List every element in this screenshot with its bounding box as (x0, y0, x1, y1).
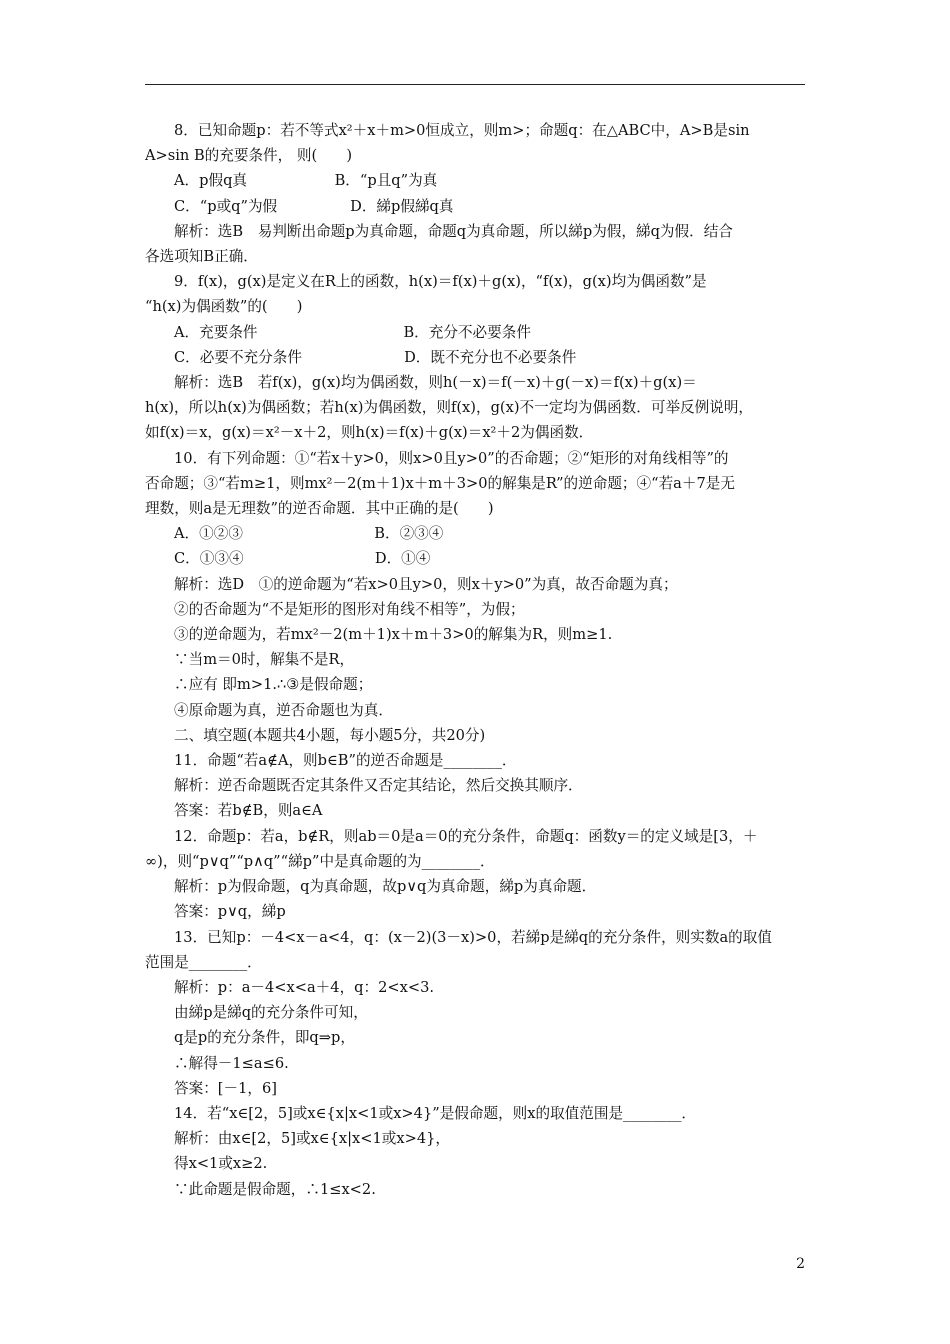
text-line: “h(x)为偶函数”的( ) (145, 298, 303, 316)
text-line: 10．有下列命题：①“若x＋y>0，则x>0且y>0”的否命题；②“矩形的对角线相等”的 (174, 449, 729, 467)
text-line: 答案：若b∉B，则a∈A (174, 802, 323, 820)
text-line: 由綈p是綈q的充分条件可知， (174, 1004, 368, 1022)
text-line: 解析：逆否命题既否定其条件又否定其结论，然后交换其顺序． (174, 777, 583, 795)
text-line: 得x<1或x≥2. (174, 1155, 268, 1173)
text-line: 否命题；③“若m≥1，则mx²－2(m＋1)x＋m＋3>0的解集是R”的逆命题；④“若a＋7是无 (145, 474, 735, 492)
text-line: 解析：p：a－4<x<a＋4，q：2<x<3. (174, 978, 434, 996)
text-line: 13．已知p：－4<x－a<4，q：(x－2)(3－x)>0，若綈p是綈q的充分条件，则实数a的取值 (174, 928, 772, 946)
document-body (145, 118, 805, 1202)
text-line: ∴解得－1≤a≤6. (174, 1054, 289, 1072)
text-line: 解析：选B 若f(x)，g(x)均为偶函数，则h(－x)＝f(－x)＋g(－x)＝f(x)＋g(x)＝ (174, 374, 697, 392)
text-line: A>sin B的充要条件， 则( ) (145, 147, 353, 165)
text-line: 12．命题p：若a，b∉R，则ab＝0是a＝0的充分条件，命题q：函数y＝的定义域是[3，＋ (174, 827, 758, 845)
text-line: A．①②③ B．②③④ (174, 525, 444, 543)
text-line: 如f(x)＝x，g(x)＝x²－x＋2，则h(x)＝f(x)＋g(x)＝x²＋2为偶函数． (145, 424, 594, 442)
text-line: A．充要条件 B．充分不必要条件 (174, 323, 531, 341)
page-number: 2 (796, 1256, 805, 1272)
text-line: 二、填空题(本题共4小题，每小题5分，共20分) (174, 726, 486, 744)
text-line: 8．已知命题p：若不等式x²＋x＋m>0恒成立，则m>；命题q：在△ABC中，A>B是sin (174, 122, 750, 139)
text-line: ③的逆命题为，若mx²－2(m＋1)x＋m＋3>0的解集为R，则m≥1. (174, 626, 613, 644)
text-line: ∞)，则“p∨q”“p∧q”“綈p”中是真命题的为________． (145, 852, 495, 870)
text-line: ④原命题为真，逆否命题也为真． (174, 701, 393, 719)
text-line: 解析：选D ①的逆命题为“若x>0且y>0，则x＋y>0”为真，故否命题为真； (174, 575, 678, 593)
text-line: 解析：p为假命题，q为真命题，故p∨q为真命题，綈p为真命题． (174, 878, 597, 896)
text-line: C．“p或q”为假 D．綈p假綈q真 (174, 197, 454, 215)
text-line: A．p假q真 B．“p且q”为真 (174, 172, 438, 190)
text-line: 解析：选B 易判断出命题p为真命题，命题q为真命题，所以綈p为假，綈q为假．结合 (174, 222, 733, 240)
text-line: 范围是________． (145, 953, 262, 971)
text-line: 各选项知B正确． (145, 248, 258, 266)
text-line: ∵当m＝0时，解集不是R， (174, 651, 355, 669)
text-line: 理数，则a是无理数”的逆否命题．其中正确的是( ) (145, 500, 494, 518)
text-line: h(x)，所以h(x)为偶函数；若h(x)为偶函数，则f(x)，g(x)不一定均为偶函数．可举反例说明， (145, 399, 754, 417)
header-rule (145, 84, 805, 85)
text-line: ∵此命题是假命题，∴1≤x<2. (174, 1180, 376, 1198)
text-line: 11．命题“若a∉A，则b∈B”的逆否命题是________． (174, 752, 517, 770)
text-line: 答案：p∨q，綈p (174, 903, 286, 921)
text-line: q是p的充分条件，即q⇒p， (174, 1029, 355, 1047)
text-line: 答案：[－1，6] (174, 1079, 277, 1097)
text-line: ②的否命题为“不是矩形的图形对角线不相等”，为假； (174, 600, 525, 618)
text-line: 9．f(x)，g(x)是定义在R上的函数，h(x)＝f(x)＋g(x)，“f(x)，g(x)均为偶函数”是 (174, 273, 707, 291)
text-line: 14．若“x∈[2，5]或x∈{x|x<1或x>4}”是假命题，则x的取值范围是________． (174, 1104, 697, 1122)
text-line: 解析：由x∈[2，5]或x∈{x|x<1或x>4}， (174, 1130, 450, 1148)
text-line: C．①③④ D．①④ (174, 550, 431, 568)
text-line: C．必要不充分条件 D．既不充分也不必要条件 (174, 348, 577, 366)
text-line: ∴应有 即m>1.∴③是假命题； (174, 676, 373, 694)
